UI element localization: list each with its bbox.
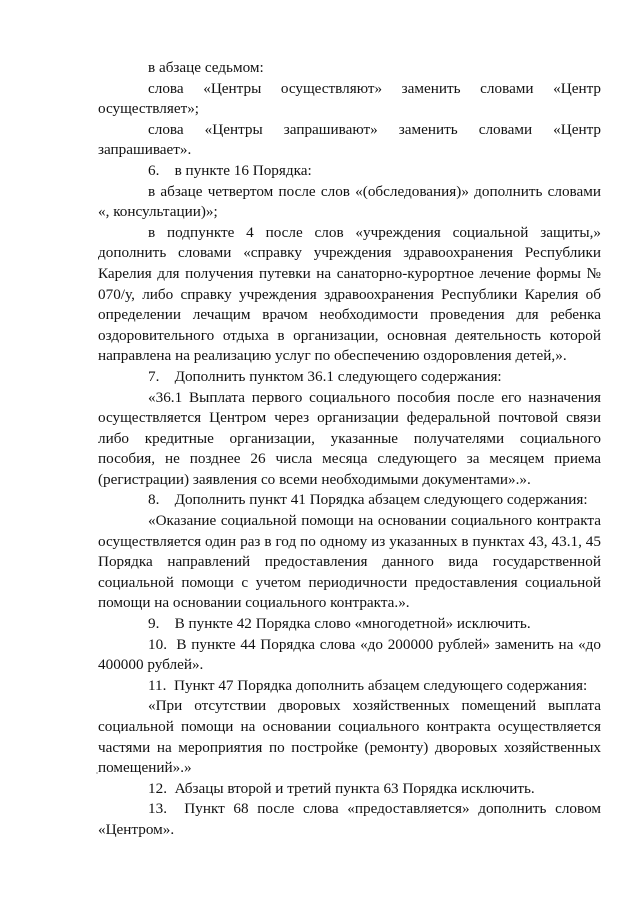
document-body [98,58,601,841]
paragraph-11: 9. В пункте 42 Порядка слово «многодетной» исключить. [148,615,531,633]
paragraph-14: «При отсутствии дворовых хозяйственных помещений выплата социальной помощи на основании социального контракта осуществляется частями на мероприятия по постройке (ремонту) дворовых хозяйственных помещений».» [98,697,601,777]
paragraph-9: 8. Дополнить пункт 41 Порядка абзацем следующего содержания: [148,491,588,509]
paragraph-4: 6. в пункте 16 Порядка: [148,161,312,179]
paragraph-2: слова «Центры осуществляют» заменить словами «Центр осуществляет»; [98,79,601,118]
paragraph-8: «36.1 Выплата первого социального пособия после его назначения осуществляется Центром через организации федеральной почтовой связи либо кредитные организации, указанные получателями социального пособия, не позднее 26 числа месяца следующего за месяцем приема (регистрации) заявления со всеми необходимыми документами».». [98,388,601,488]
paragraph-6: в подпункте 4 после слов «учреждения социальной защиты,» дополнить словами «справку учреждения здравоохранения Республики Карелия для получения путевки на санаторно-курортное лечение формы № 070/у, либо справку учреждения здравоохранения Республики Карелия об определении лечащим врачом необходимости проведения для ребенка оздоровительного отдыха в организации, основная деятельность которой направлена на реализацию услуг по обеспечению оздоровления детей,». [98,223,601,365]
paragraph-15: 12. Абзацы второй и третий пункта 63 Порядка исключить. [148,779,535,797]
paragraph-16: 13. Пункт 68 после слова «предоставляется» дополнить словом «Центром». [98,800,601,838]
paragraph-7: 7. Дополнить пунктом 36.1 следующего содержания: [148,367,502,385]
paragraph-12: 10. В пункте 44 Порядка слова «до 200000 рублей» заменить на «до 400000 рублей». [98,635,601,674]
paragraph-10: «Оказание социальной помощи на основании социального контракта осуществляется один раз в год по одному из указанных в пунктах 43, 43.1, 45 Порядка направлений предоставления данного вида государственной социальной помощи с учетом периодичности предоставления социальной помощи на основании социального контракта.». [98,512,601,612]
paragraph-1: в абзаце седьмом: [148,59,264,76]
scan-speck [96,772,98,774]
paragraph-3: слова «Центры запрашивают» заменить словами «Центр запрашивает». [98,120,601,159]
paragraph-13: 11. Пункт 47 Порядка дополнить абзацем следующего содержания: [148,676,588,694]
paragraph-5: в абзаце четвертом после слов «(обследования)» дополнить словами «, консультации)»; [98,182,601,221]
